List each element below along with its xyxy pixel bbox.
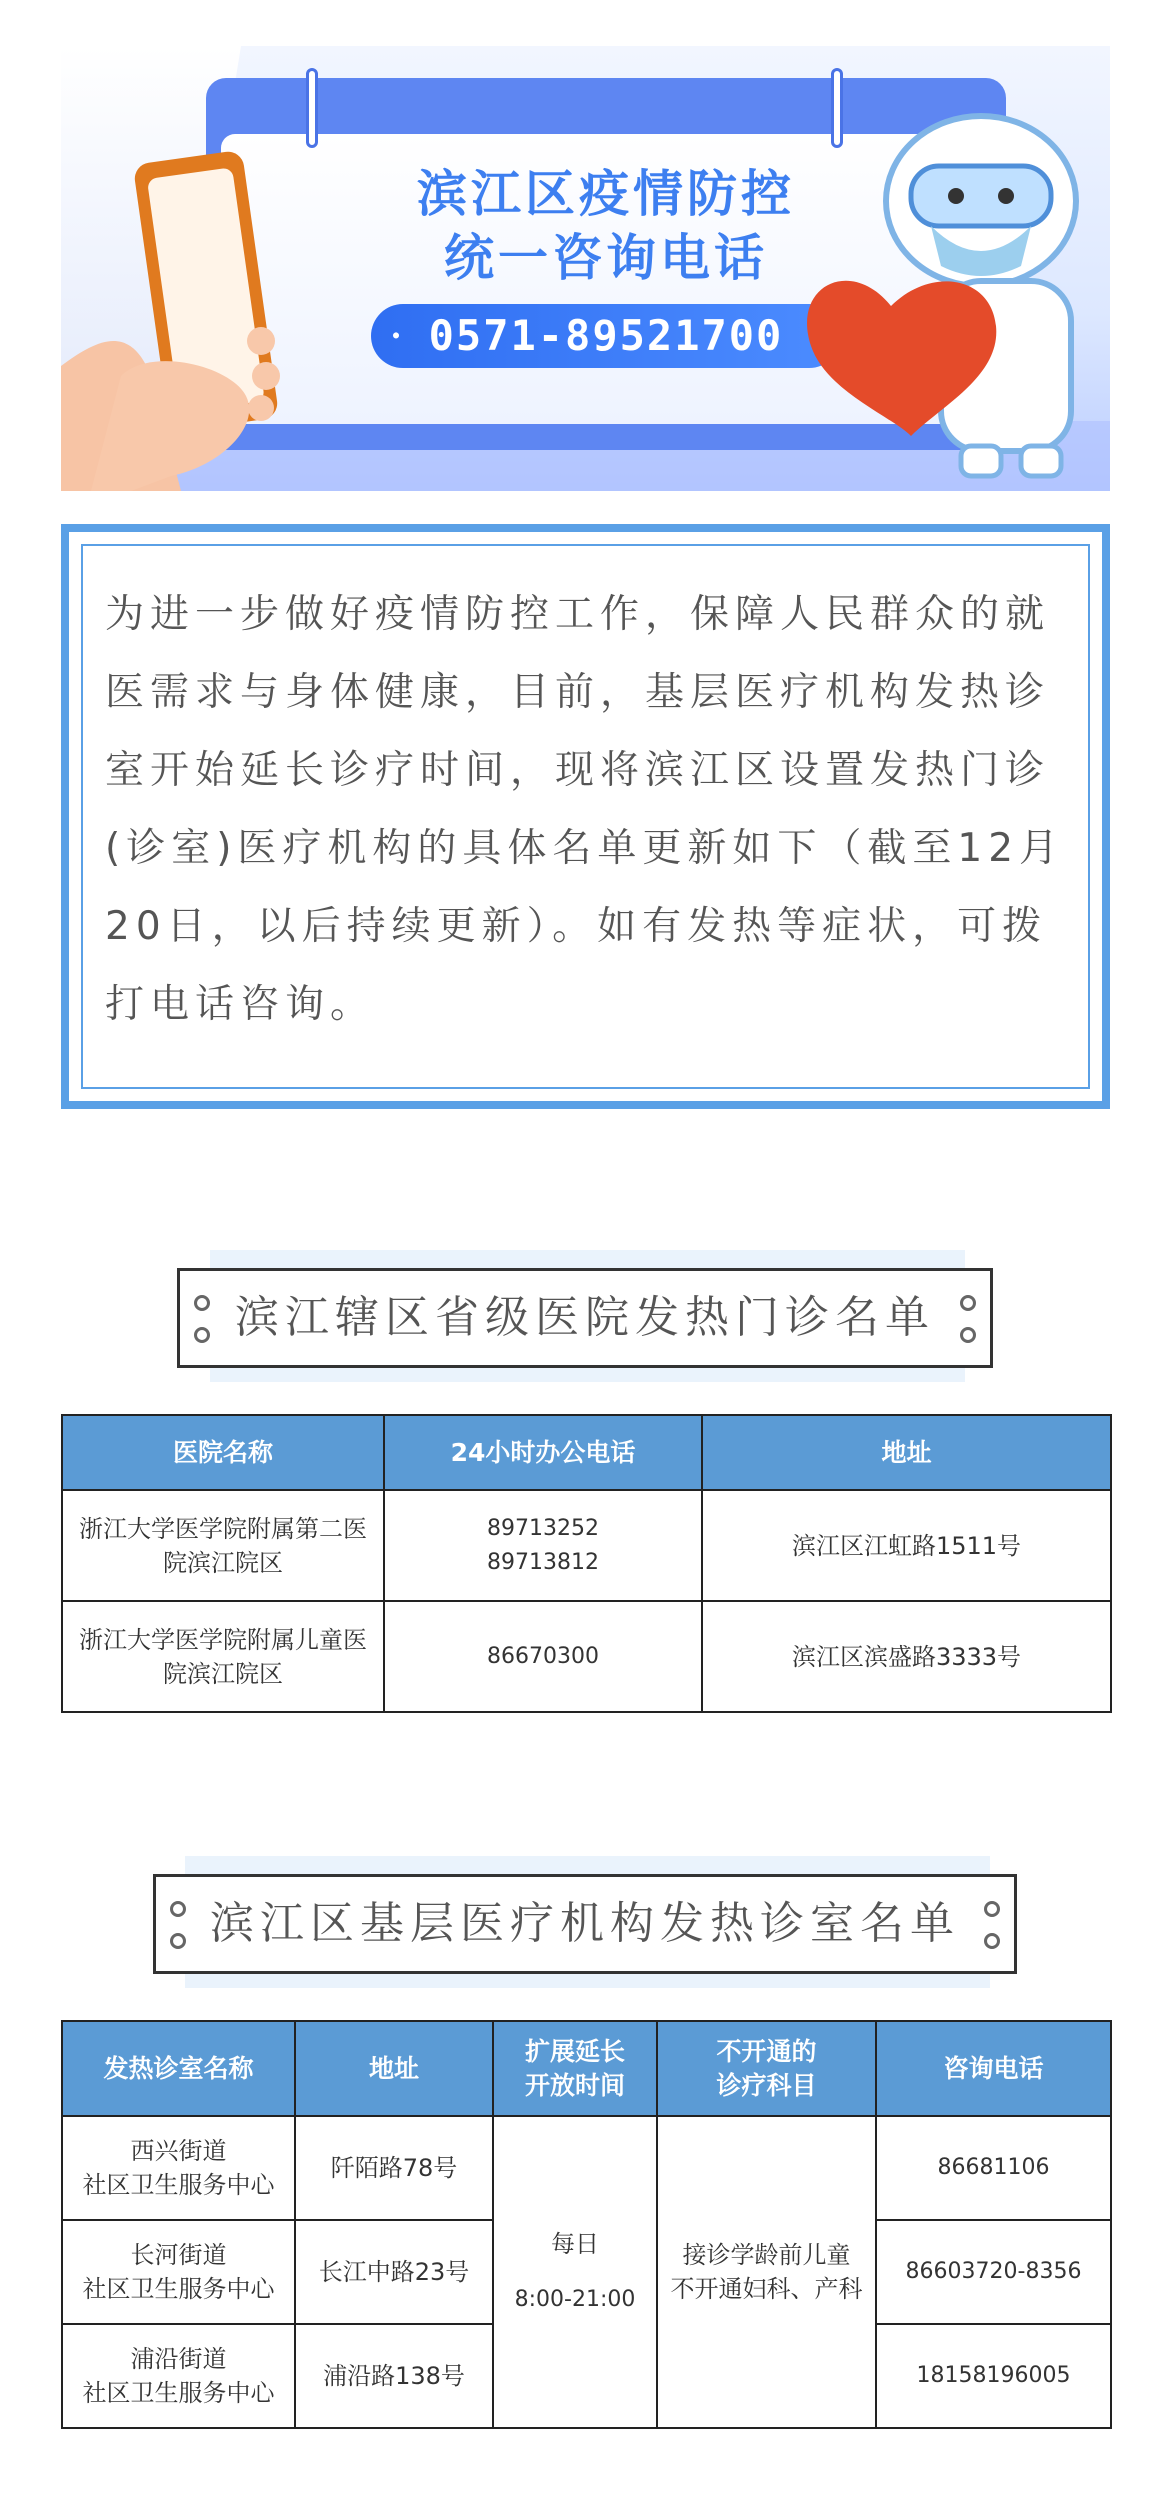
- clinic-phone: 86603720-8356: [876, 2220, 1111, 2324]
- section1-heading: [177, 1268, 993, 1368]
- board-hanger-left: [306, 68, 318, 148]
- intro-text: 为进一步做好疫情防控工作，保障人民群众的就医需求与身体健康，目前，基层医疗机构发热诊室开始延长诊疗时间，现将滨江区设置发热门诊(诊室)医疗机构的具体名单更新如下（截至12月20日，以后持续更新）。如有发热等症状，可拨打电话咨询。: [105, 592, 1065, 1027]
- table-header-row: [62, 2021, 1111, 2116]
- column-header: 发热诊室名称: [62, 2021, 295, 2116]
- clinic-name-line: 社区卫生服务中心: [82, 2171, 275, 2199]
- ring-icon: [960, 1295, 976, 1311]
- banner-title-line2: 统一咨询电话: [444, 229, 768, 287]
- hospital-name: 浙江大学医学院附属第二医院滨江院区: [62, 1490, 384, 1601]
- ring-icon: [170, 1933, 186, 1949]
- clinic-name-line: 浦沿街道: [130, 2345, 227, 2373]
- table-header-row: [62, 1415, 1111, 1490]
- shared-open-time: [493, 2116, 657, 2428]
- table-row: [62, 1601, 1111, 1712]
- subject-line: 接诊学龄前儿童: [682, 2241, 851, 2269]
- hospital-name: 浙江大学医学院附属儿童医院滨江院区: [62, 1601, 384, 1712]
- hospital-address: 滨江区滨盛路3333号: [702, 1601, 1111, 1712]
- ring-icon: [194, 1327, 210, 1343]
- header-line: 诊疗科目: [716, 2070, 817, 2100]
- section2-heading: [153, 1874, 1017, 1974]
- clinic-name: [62, 2220, 295, 2324]
- clinic-name-line: 社区卫生服务中心: [82, 2275, 275, 2303]
- open-days: 每日: [551, 2230, 599, 2258]
- phone-number: 89713252: [487, 1515, 599, 1541]
- header-line: 不开通的: [716, 2036, 817, 2066]
- column-header: [493, 2021, 657, 2116]
- section1-title: 滨江辖区省级医院发热门诊名单: [235, 1292, 935, 1343]
- column-header: [657, 2021, 876, 2116]
- clinic-name: [62, 2116, 295, 2220]
- clinic-name-line: 长河街道: [130, 2241, 227, 2269]
- intro-box: [61, 524, 1110, 1109]
- column-header: 咨询电话: [876, 2021, 1111, 2116]
- phone-number: 86670300: [487, 1643, 599, 1669]
- table-row: [62, 1490, 1111, 1601]
- clinic-address: 长江中路23号: [295, 2220, 493, 2324]
- doctor-heart-illustration: [791, 106, 1110, 491]
- clinic-name-line: 西兴街道: [130, 2137, 227, 2165]
- section2-title: 滨江区基层医疗机构发热诊室名单: [210, 1898, 960, 1949]
- ring-icon: [984, 1933, 1000, 1949]
- provincial-hospital-table: [61, 1414, 1112, 1713]
- ring-icon: [984, 1901, 1000, 1917]
- clinic-name-line: 社区卫生服务中心: [82, 2379, 275, 2407]
- hospital-address: 滨江区江虹路1511号: [702, 1490, 1111, 1601]
- clinic-phone: 18158196005: [876, 2324, 1111, 2428]
- table-row: [62, 2116, 1111, 2220]
- clinic-phone: 86681106: [876, 2116, 1111, 2220]
- clinic-address: 阡陌路78号: [295, 2116, 493, 2220]
- hotline-phone-pill: ● 0571-89521700 ●: [371, 304, 841, 368]
- ring-icon: [170, 1901, 186, 1917]
- banner: [61, 46, 1110, 491]
- banner-title-line1: 滨江区疫情防控: [417, 165, 795, 223]
- subject-line: 不开通妇科、产科: [670, 2275, 863, 2303]
- hand-phone-illustration: [61, 136, 301, 491]
- shared-closed-subjects: [657, 2116, 876, 2428]
- fever-clinic-table: [61, 2020, 1112, 2429]
- hospital-phone: [384, 1601, 702, 1712]
- phone-number: 89713812: [487, 1549, 599, 1575]
- clinic-address: 浦沿路138号: [295, 2324, 493, 2428]
- column-header: 24小时办公电话: [384, 1415, 702, 1490]
- column-header: 医院名称: [62, 1415, 384, 1490]
- column-header: 地址: [702, 1415, 1111, 1490]
- open-hours: 8:00-21:00: [514, 2287, 636, 2312]
- ring-icon: [194, 1295, 210, 1311]
- clinic-name: [62, 2324, 295, 2428]
- header-line: 开放时间: [524, 2070, 625, 2100]
- header-line: 扩展延长: [524, 2036, 625, 2066]
- hospital-phone: [384, 1490, 702, 1601]
- ring-icon: [960, 1327, 976, 1343]
- column-header: 地址: [295, 2021, 493, 2116]
